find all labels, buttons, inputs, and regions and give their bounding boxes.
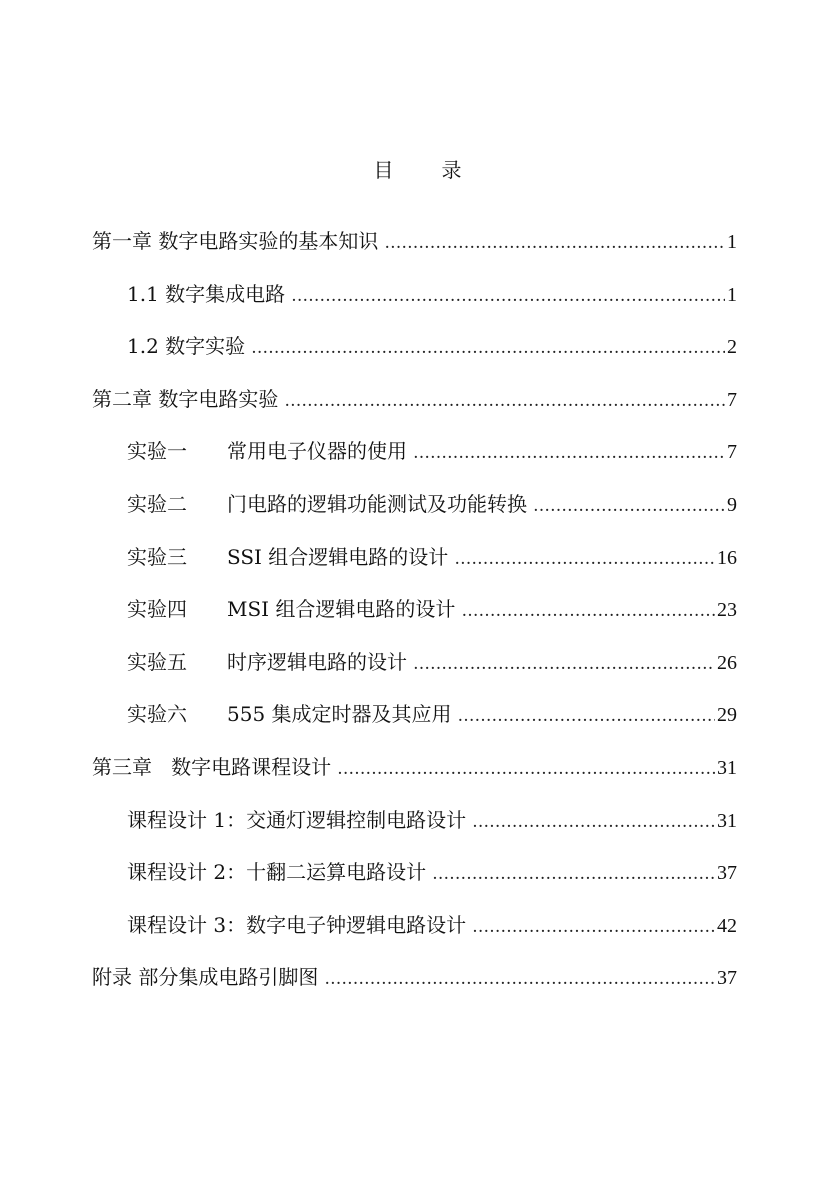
dot-leader bbox=[472, 808, 715, 836]
toc-entry-label bbox=[92, 227, 378, 255]
toc-entry-prefix: 第一章 bbox=[92, 229, 152, 253]
toc-heading-second-char: 录 bbox=[441, 158, 462, 182]
toc-heading-first-char: 目 bbox=[373, 158, 394, 182]
toc-entry-title: 数字电路实验 bbox=[158, 386, 279, 411]
toc-entry-page: 1 bbox=[727, 283, 737, 306]
toc-heading bbox=[0, 154, 835, 183]
toc-entry-prefix: 1.1 bbox=[127, 281, 159, 306]
toc-entry-experiment-5[interactable] bbox=[92, 648, 737, 701]
toc-entry-title: 部分集成电路引脚图 bbox=[138, 965, 319, 990]
dot-leader bbox=[251, 334, 725, 362]
toc-entry-prefix: 实验五 bbox=[127, 649, 187, 674]
toc-entry-page: 2 bbox=[727, 336, 737, 359]
toc-entry-label bbox=[127, 700, 452, 728]
toc-entry-title: 常用电子仪器的使用 bbox=[227, 439, 407, 464]
toc-list bbox=[92, 227, 737, 1016]
toc-entry-prefix: 第三章 bbox=[92, 754, 152, 779]
dot-leader bbox=[454, 545, 715, 573]
toc-entry-label bbox=[127, 332, 245, 360]
toc-entry-title: MSI 组合逻辑电路的设计 bbox=[227, 597, 456, 622]
toc-entry-label bbox=[127, 595, 455, 623]
toc-entry-prefix: 实验四 bbox=[127, 597, 187, 622]
toc-entry-label bbox=[92, 963, 318, 991]
dot-leader bbox=[413, 650, 715, 678]
toc-entry-section-1-1[interactable] bbox=[92, 280, 737, 333]
dot-leader bbox=[337, 755, 715, 783]
toc-entry-label bbox=[127, 543, 448, 571]
toc-entry-course-design-3[interactable] bbox=[92, 911, 737, 964]
toc-entry-label bbox=[127, 437, 407, 465]
toc-entry-title: 数字电路实验的基本知识 bbox=[158, 229, 379, 253]
dot-leader bbox=[458, 702, 715, 730]
toc-entry-experiment-1[interactable] bbox=[92, 437, 737, 490]
toc-entry-title: 数字集成电路 bbox=[165, 281, 286, 306]
toc-entry-page: 37 bbox=[717, 967, 737, 990]
dot-leader bbox=[324, 965, 715, 993]
dot-leader bbox=[384, 229, 725, 257]
toc-entry-appendix[interactable] bbox=[92, 963, 737, 1016]
toc-entry-label bbox=[92, 385, 278, 413]
dot-leader bbox=[284, 387, 725, 415]
toc-entry-chapter-1[interactable] bbox=[92, 227, 737, 280]
toc-entry-title: 555 集成定时器及其应用 bbox=[227, 702, 452, 727]
toc-entry-title: 数字电子钟逻辑电路设计 bbox=[246, 912, 467, 937]
toc-entry-course-design-1[interactable] bbox=[92, 806, 737, 859]
toc-entry-prefix: 1.2 bbox=[127, 334, 159, 359]
toc-entry-chapter-2[interactable] bbox=[92, 385, 737, 438]
toc-entry-title: 时序逻辑电路的设计 bbox=[227, 649, 407, 674]
toc-entry-prefix: 课程设计 1： bbox=[127, 807, 247, 832]
toc-entry-label bbox=[92, 753, 331, 781]
dot-leader bbox=[461, 597, 715, 625]
toc-entry-chapter-3[interactable] bbox=[92, 753, 737, 806]
dot-leader bbox=[413, 439, 725, 467]
toc-entry-title: 门电路的逻辑功能测试及功能转换 bbox=[227, 491, 527, 516]
toc-entry-experiment-3[interactable] bbox=[92, 543, 737, 596]
toc-entry-page: 23 bbox=[717, 599, 737, 622]
toc-entry-label bbox=[127, 858, 426, 886]
dot-leader bbox=[432, 860, 715, 888]
toc-entry-page: 26 bbox=[717, 651, 737, 674]
toc-entry-title: 数字电路课程设计 bbox=[171, 754, 332, 779]
toc-entry-label bbox=[127, 911, 466, 939]
toc-entry-page: 7 bbox=[727, 388, 737, 411]
toc-entry-page: 42 bbox=[717, 914, 737, 937]
toc-entry-page: 29 bbox=[717, 704, 737, 727]
toc-entry-title: 数字实验 bbox=[165, 334, 246, 359]
toc-entry-experiment-2[interactable] bbox=[92, 490, 737, 543]
toc-entry-prefix: 实验六 bbox=[127, 702, 187, 727]
toc-entry-label bbox=[127, 490, 527, 518]
dot-leader bbox=[533, 492, 725, 520]
toc-entry-prefix: 第二章 bbox=[92, 386, 152, 411]
toc-entry-title: SSI 组合逻辑电路的设计 bbox=[227, 544, 449, 569]
toc-entry-page: 37 bbox=[717, 862, 737, 885]
toc-entry-page: 7 bbox=[727, 441, 737, 464]
toc-entry-page: 16 bbox=[717, 546, 737, 569]
toc-entry-page: 31 bbox=[717, 756, 737, 779]
toc-entry-title: 十翻二运算电路设计 bbox=[246, 860, 427, 885]
toc-entry-prefix: 课程设计 2： bbox=[127, 860, 247, 885]
toc-entry-prefix: 实验三 bbox=[127, 544, 187, 569]
toc-entry-page: 31 bbox=[717, 809, 737, 832]
dot-leader bbox=[291, 282, 725, 310]
toc-entry-label bbox=[127, 280, 285, 308]
toc-entry-page: 9 bbox=[727, 493, 737, 516]
toc-entry-title: 交通灯逻辑控制电路设计 bbox=[246, 807, 467, 832]
toc-entry-prefix: 实验一 bbox=[127, 439, 187, 464]
toc-entry-section-1-2[interactable] bbox=[92, 332, 737, 385]
dot-leader bbox=[472, 913, 715, 941]
toc-entry-label bbox=[127, 648, 407, 676]
toc-entry-page: 1 bbox=[727, 231, 737, 253]
toc-entry-prefix: 附录 bbox=[92, 965, 132, 990]
toc-entry-prefix: 课程设计 3： bbox=[127, 912, 247, 937]
toc-entry-experiment-6[interactable] bbox=[92, 700, 737, 753]
toc-entry-course-design-2[interactable] bbox=[92, 858, 737, 911]
toc-entry-label bbox=[127, 806, 466, 834]
toc-entry-experiment-4[interactable] bbox=[92, 595, 737, 648]
toc-entry-prefix: 实验二 bbox=[127, 491, 187, 516]
